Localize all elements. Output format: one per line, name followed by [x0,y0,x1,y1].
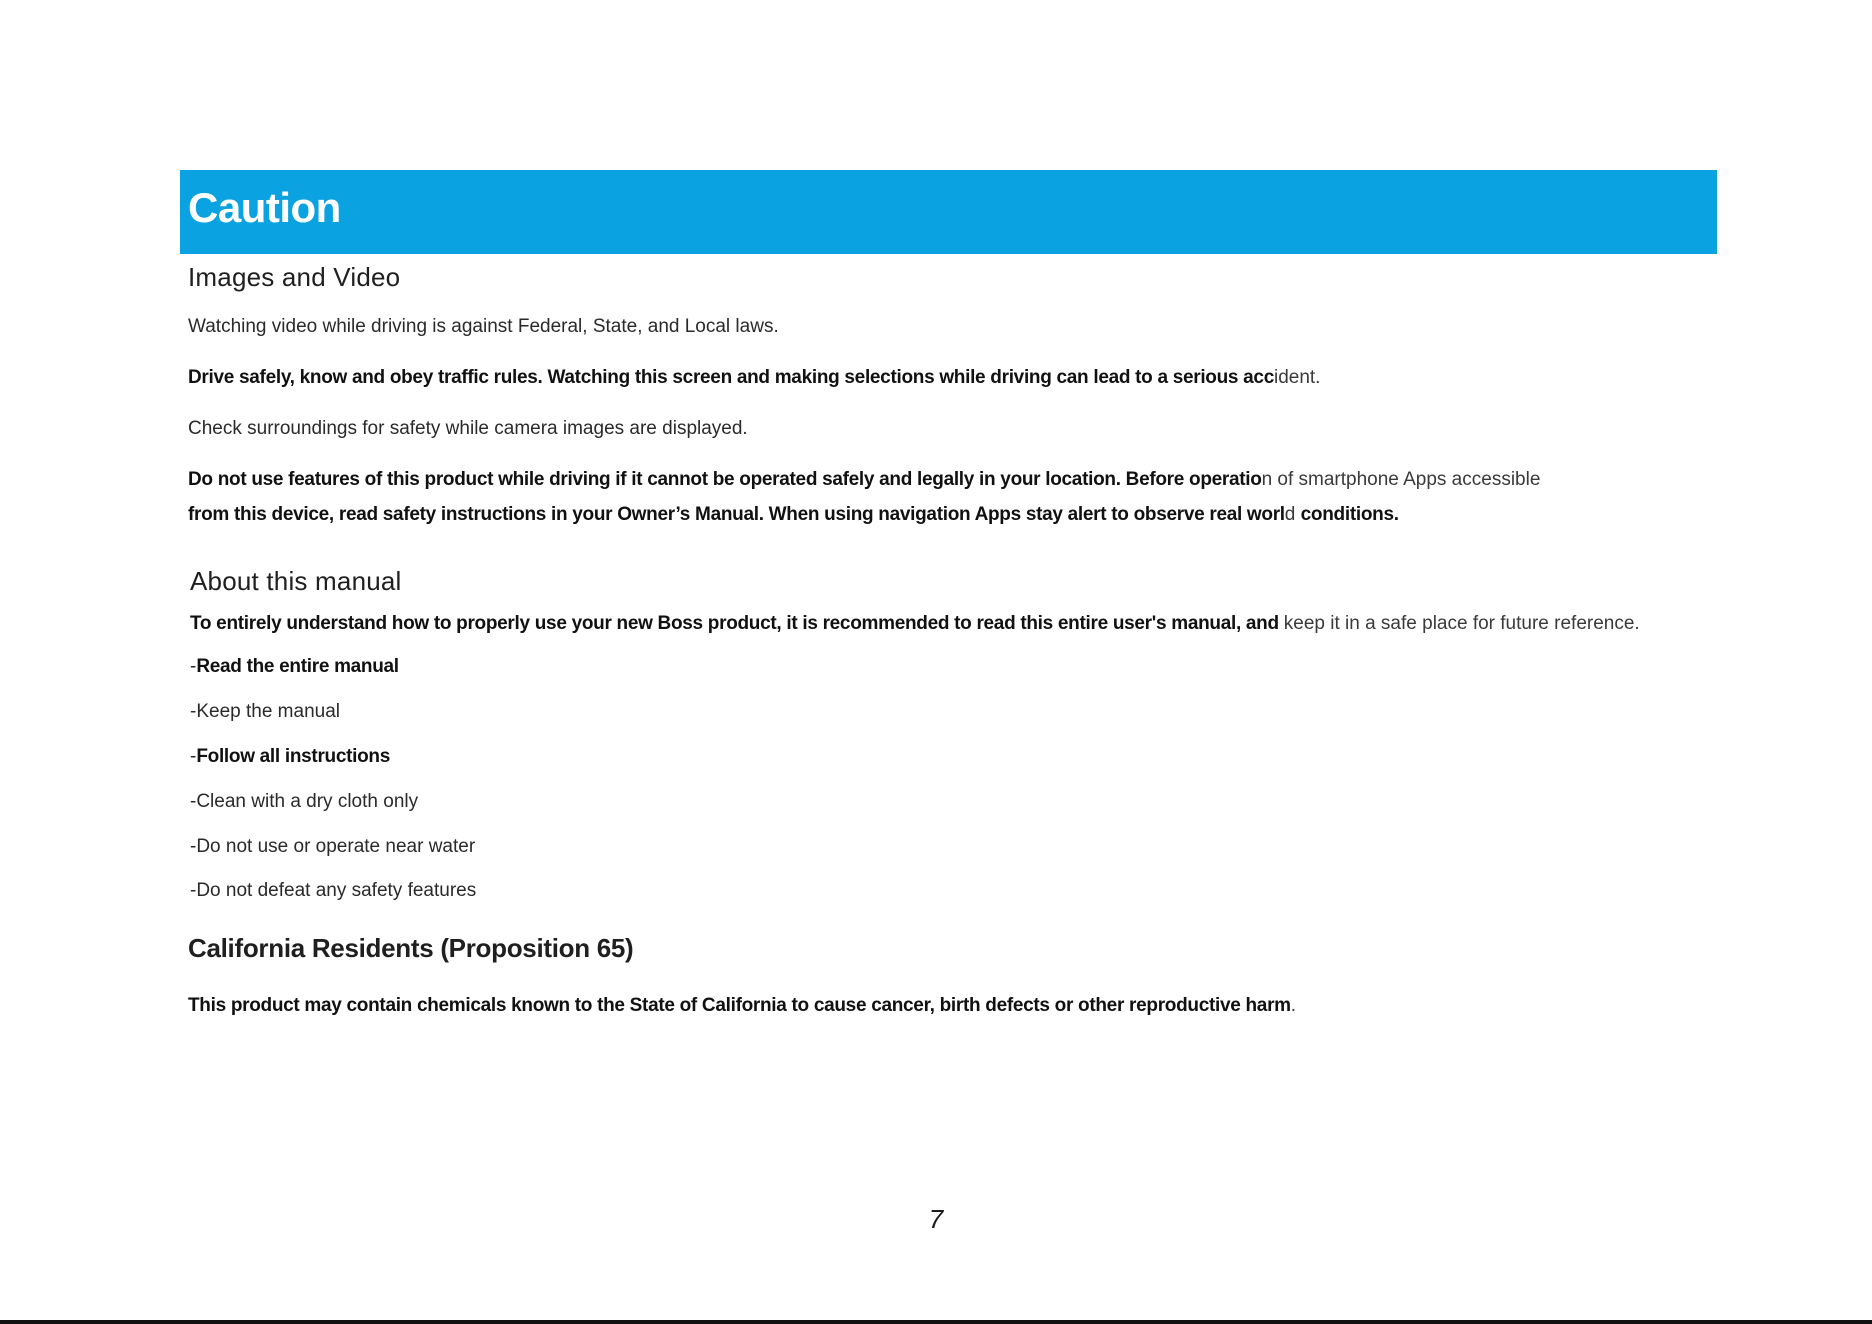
list-item [190,655,1718,679]
list-item-safety-features: Do not defeat any safety features [196,880,477,901]
caution-banner [180,170,1717,254]
list-item-keep-manual: Keep the manual [196,701,340,722]
page-content [188,262,1718,1023]
about-intro-bold: To entirely understand how to properly use your new Boss product, it is recommended to read this entire user's manual, and [190,613,1284,634]
surroundings-text: Check surroundings for safety while camera images are displayed. [188,418,748,439]
page-number: 7 [928,1204,944,1234]
features-warning-light-b: d [1284,504,1301,525]
list-dash: - [190,746,197,767]
manual-instruction-list [190,655,1718,903]
prop65-period: . [1290,995,1297,1016]
features-warning-bold-c: conditions. [1300,504,1399,525]
about-intro-light: keep it in a safe place for future reference. [1283,613,1640,634]
list-item [190,835,1718,859]
list-dash: - [190,701,197,722]
list-item-read-manual: Read the entire manual [196,656,399,677]
images-video-heading: Images and Video [188,262,401,292]
prop65-text: This product may contain chemicals known to the State of California to cause cancer, birth defects or other reproductive harm [188,995,1291,1016]
list-dash: - [190,836,197,857]
laws-paragraph [188,309,1718,344]
list-item-follow-instructions: Follow all instructions [196,746,390,767]
list-dash: - [190,656,197,677]
list-item-clean: Clean with a dry cloth only [196,791,419,812]
list-dash: - [190,880,197,901]
drive-safely-tail: ident. [1273,367,1321,388]
drive-safely-paragraph [188,360,1718,395]
surroundings-paragraph [188,411,1718,446]
list-item [190,879,1718,903]
about-manual-intro [190,611,1718,637]
laws-text: Watching video while driving is against Federal, State, and Local laws. [188,316,779,337]
list-dash: - [190,791,197,812]
banner-title: Caution [188,184,341,231]
list-item [190,700,1718,724]
features-warning-light: n of smartphone Apps accessible [1261,469,1541,490]
prop65-paragraph [188,988,1718,1023]
features-warning-bold-a: Do not use features of this product while driving if it cannot be operated safely and legally in your location. Before operatio [188,469,1262,490]
list-item [190,745,1718,769]
about-manual-heading: About this manual [190,566,402,596]
list-item [190,790,1718,814]
list-item-water: Do not use or operate near water [196,836,476,857]
features-warning-bold-b: from this device, read safety instructions in your Owner’s Manual. When using navigation Apps stay alert to observe real worl [188,504,1285,525]
california-heading: California Residents (Proposition 65) [188,933,634,963]
bottom-border [0,1320,1872,1324]
features-warning-paragraph [188,462,1718,532]
drive-safely-bold: Drive safely, know and obey traffic rules. Watching this screen and making selections while driving can lead to a serious acc [188,367,1274,388]
